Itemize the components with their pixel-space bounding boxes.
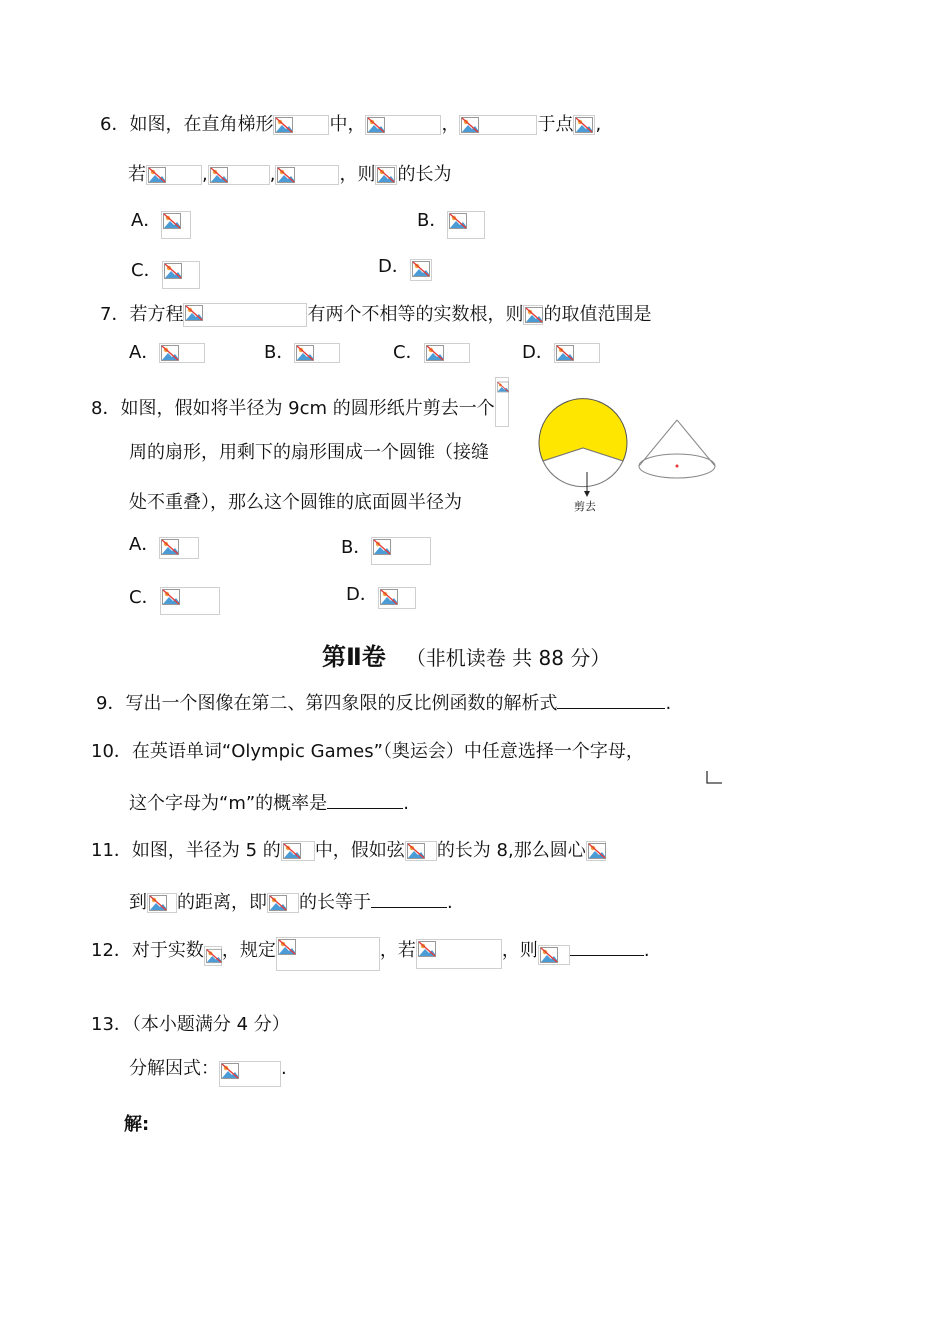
- math-image: [416, 939, 502, 969]
- question-10-line-2: 这个字母为“m”的概率是 .: [129, 790, 409, 816]
- math-image: [447, 211, 485, 239]
- option-d: D．: [346, 581, 416, 609]
- math-image: [159, 343, 205, 363]
- answer-blank: [557, 690, 665, 709]
- math-image: [459, 115, 537, 135]
- question-8-line-1: 8．如图，假如将半径为 9cm 的圆形纸片剪去一个: [91, 391, 509, 427]
- question-10-line-1: 10．在英语单词“Olympic Games”（奥运会）中任意选择一个字母，: [91, 741, 644, 762]
- question-6-line-2: 若 , , ，则 的长为: [128, 164, 452, 185]
- math-image: [378, 587, 416, 609]
- math-image: [294, 343, 340, 363]
- answer-blank: [327, 790, 403, 809]
- question-12: 12．对于实数 ，规定 ，若 ，则 .: [91, 931, 650, 971]
- option-d: D．: [522, 341, 600, 365]
- math-image: [554, 343, 600, 363]
- option-b: B．: [341, 531, 431, 565]
- circle-sector-cone-figure: [530, 386, 730, 526]
- cone-center: [676, 465, 679, 468]
- cone-side: [639, 420, 677, 466]
- math-image: [183, 303, 307, 327]
- corner-mark: [706, 771, 724, 785]
- math-image: [208, 165, 270, 185]
- math-image: [281, 841, 315, 861]
- math-image: [375, 165, 397, 185]
- math-image: [160, 587, 220, 615]
- arrow-head: [584, 491, 590, 497]
- option-d: D．: [378, 253, 432, 281]
- option-a: A．: [129, 531, 199, 559]
- option-b: B．: [264, 341, 340, 365]
- option-a: A．: [131, 203, 191, 239]
- answer-label: 解:: [124, 1114, 150, 1135]
- answer-blank: [570, 937, 644, 956]
- math-image: [523, 305, 543, 325]
- option-b: B．: [417, 203, 485, 239]
- question-8-line-2: 周的扇形，用剩下的扇形围成一个圆锥（接缝: [129, 442, 489, 463]
- math-image: [275, 165, 339, 185]
- math-image: [586, 841, 606, 861]
- math-image: [424, 343, 470, 363]
- question-7-line: 7．若方程 有两个不相等的实数根，则 的取值范围是: [100, 304, 652, 325]
- math-image: [219, 1061, 281, 1087]
- math-image: [267, 893, 299, 913]
- question-11-line-1: 11．如图，半径为 5 的 中，假如弦 的长为 8,那么圆心: [91, 839, 606, 863]
- answer-blank: [371, 889, 447, 908]
- math-image: [405, 841, 437, 861]
- math-image: [162, 261, 200, 289]
- option-c: C．: [393, 341, 470, 365]
- cone-side: [677, 420, 715, 466]
- math-image: [273, 115, 329, 135]
- math-image: [146, 165, 202, 185]
- question-6-line-1: 6．如图，在直角梯形 中， ， 于点 ,: [100, 114, 602, 135]
- question-13-heading: 13．（本小题满分 4 分）: [91, 1014, 290, 1035]
- figure-label: 剪去: [574, 500, 596, 513]
- math-image: [204, 946, 222, 966]
- math-image: [573, 115, 595, 135]
- math-image: [495, 377, 509, 427]
- section-heading: 第Ⅱ卷 （非机读卷 共 88 分）: [322, 643, 611, 671]
- question-11-line-2: 到 的距离，即 的长等于 .: [129, 889, 453, 915]
- math-image: [159, 537, 199, 559]
- math-image: [147, 893, 177, 913]
- question-8-line-3: 处不重叠），那么这个圆锥的底面圆半径为: [129, 492, 462, 513]
- math-image: [161, 211, 191, 239]
- math-image: [410, 259, 432, 281]
- math-image: [276, 937, 380, 971]
- option-c: C．: [129, 581, 220, 615]
- option-c: C．: [131, 253, 200, 289]
- math-image: [365, 115, 441, 135]
- question-13-line: 分解因式： .: [129, 1051, 287, 1087]
- math-image: [538, 945, 570, 965]
- question-9: 9．写出一个图像在第二、第四象限的反比例函数的解析式 .: [96, 690, 671, 716]
- option-a: A．: [129, 341, 205, 365]
- math-image: [371, 537, 431, 565]
